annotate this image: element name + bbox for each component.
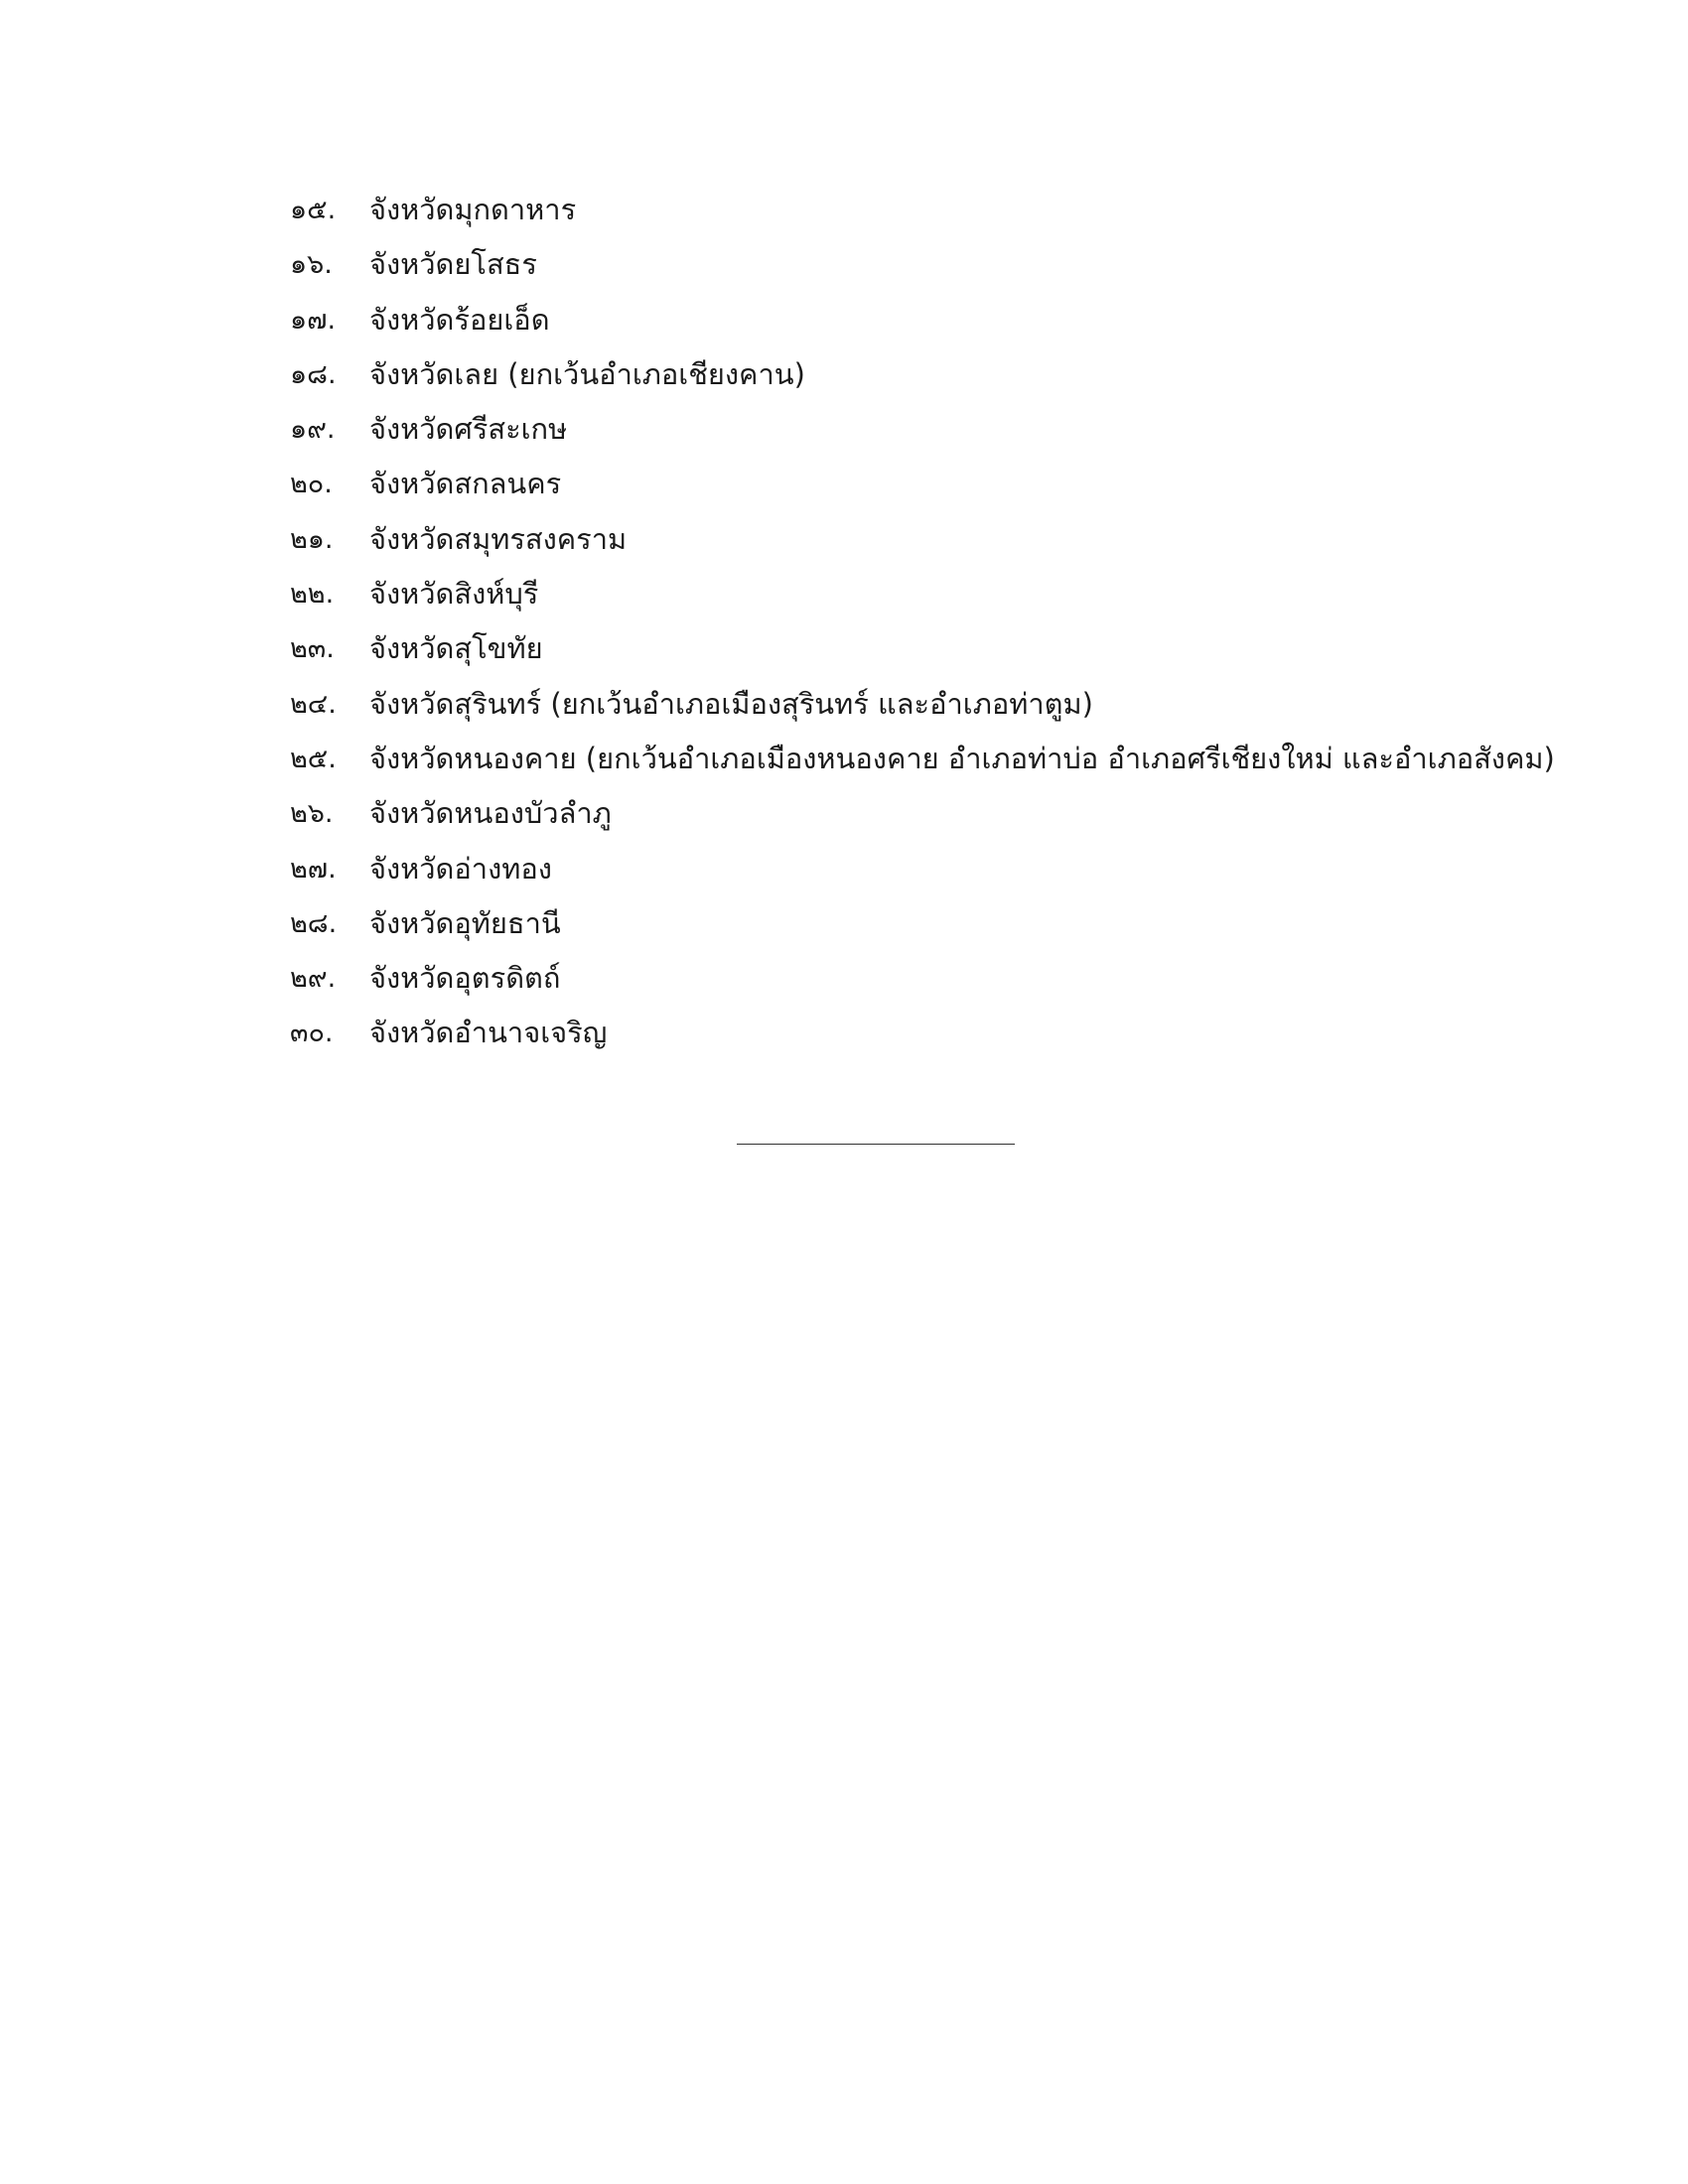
province-list: [290, 183, 1555, 1061]
item-text: จังหวัดสุโขทัย: [369, 631, 543, 666]
list-item: [290, 621, 1555, 676]
item-text: จังหวัดสุรินทร์ (ยกเว้นอำเภอเมืองสุรินทร์ และอำเภอท่าตูม): [369, 686, 1093, 721]
list-item: [290, 786, 1555, 841]
list-item: [290, 896, 1555, 951]
list-item: [290, 183, 1555, 237]
list-item: [290, 402, 1555, 457]
list-item: [290, 457, 1555, 511]
list-item: [290, 842, 1555, 896]
item-text: จังหวัดร้อยเอ็ด: [369, 302, 550, 337]
item-text: จังหวัดมุกดาหาร: [369, 193, 577, 226]
end-divider-line: [737, 1144, 1015, 1145]
item-number: ๑๙.: [290, 414, 336, 446]
list-item: [290, 951, 1555, 1006]
item-number: ๒๘.: [290, 907, 338, 939]
list-item: [290, 732, 1555, 786]
item-number: ๒๑.: [290, 523, 334, 555]
item-number: ๑๕.: [290, 195, 337, 225]
item-number: ๒๓.: [290, 633, 335, 665]
item-number: ๒๙.: [290, 963, 337, 995]
item-number: ๑๗.: [290, 304, 337, 336]
item-text: จังหวัดสมุทรสงคราม: [369, 521, 628, 556]
item-text: จังหวัดหนองคาย (ยกเว้นอำเภอเมืองหนองคาย อำเภอท่าบ่อ อำเภอศรีเชียงใหม่ และอำเภอสังคม): [369, 741, 1555, 775]
item-text: จังหวัดยโสธร: [369, 247, 537, 282]
list-item: [290, 1006, 1555, 1060]
item-text: จังหวัดอ่างทอง: [369, 851, 552, 886]
item-text: จังหวัดสิงห์บุรี: [369, 577, 539, 612]
item-number: ๒๕.: [290, 743, 337, 774]
list-item: [290, 347, 1555, 402]
item-text: จังหวัดอุทัยธานี: [369, 905, 561, 940]
list-item: [290, 237, 1555, 292]
item-number: ๒๗.: [290, 853, 337, 885]
list-item: [290, 567, 1555, 621]
item-number: ๒๒.: [290, 579, 335, 611]
item-number: ๓๐.: [290, 1018, 334, 1049]
item-number: ๑๘.: [290, 358, 337, 390]
item-number: ๒๔.: [290, 688, 337, 720]
item-text: จังหวัดศรีสะเกษ: [369, 412, 568, 447]
item-text: จังหวัดหนองบัวลำภู: [369, 796, 612, 831]
list-item: [290, 512, 1555, 567]
item-text: จังหวัดอุตรดิตถ์: [369, 961, 561, 996]
item-text: จังหวัดอำนาจเจริญ: [369, 1016, 608, 1050]
list-item: [290, 677, 1555, 732]
item-number: ๒๖.: [290, 798, 334, 830]
item-number: ๒๐.: [290, 469, 333, 500]
item-text: จังหวัดเลย (ยกเว้นอำเภอเชียงคาน): [369, 356, 805, 391]
list-item: [290, 293, 1555, 347]
item-text: จังหวัดสกลนคร: [369, 467, 562, 501]
item-number: ๑๖.: [290, 249, 333, 281]
